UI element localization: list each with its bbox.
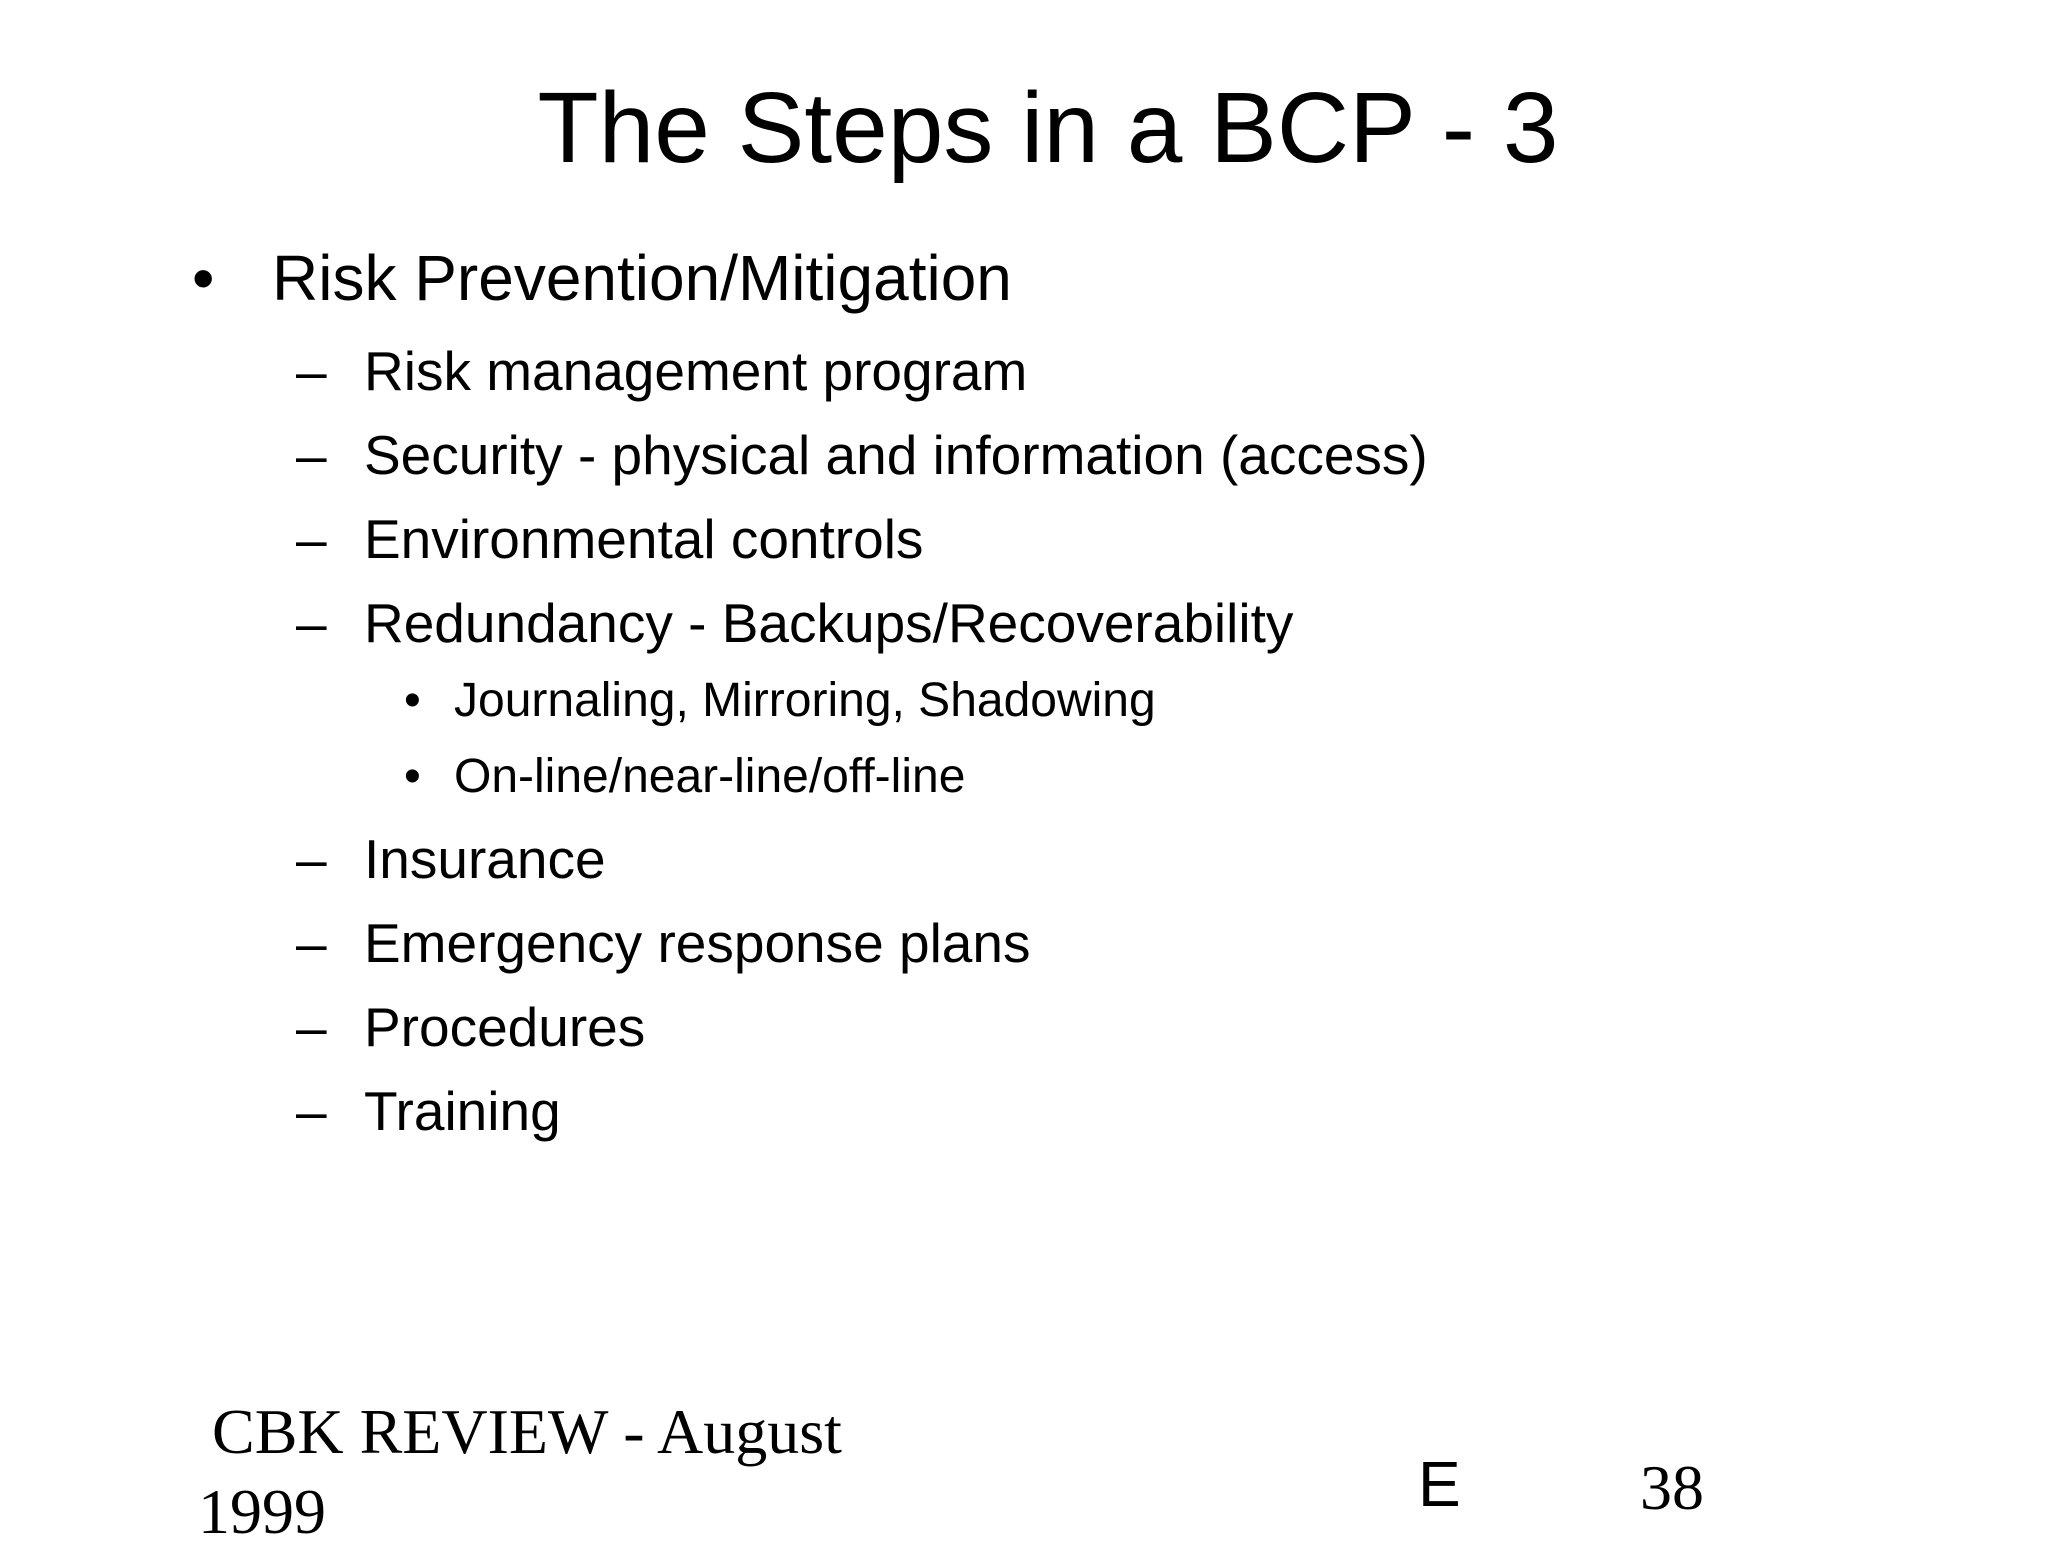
bullet-marker: •	[404, 674, 421, 727]
list-item-level-2: Insurance	[364, 828, 606, 890]
dash-marker: –	[296, 996, 327, 1058]
list-item-level-2: Security - physical and information (access)	[364, 424, 1428, 486]
dash-marker: –	[296, 424, 327, 486]
dash-marker: –	[296, 828, 327, 890]
footer-left-line2: 1999	[198, 1476, 326, 1547]
bullet-marker: •	[404, 750, 421, 803]
slide-title: The Steps in a BCP - 3	[537, 72, 1559, 184]
list-item-level-2: Environmental controls	[364, 508, 924, 570]
dash-marker: –	[296, 340, 327, 402]
list-item-level-3: Journaling, Mirroring, Shadowing	[454, 674, 1156, 727]
footer-left-line1: CBK REVIEW - August	[212, 1396, 842, 1467]
dash-marker: –	[296, 912, 327, 974]
list-item-level-2: Procedures	[364, 996, 646, 1058]
list-item-level-2: Redundancy - Backups/Recoverability	[364, 592, 1294, 654]
bullet-marker: •	[192, 242, 215, 314]
list-item-level-3: On-line/near-line/off-line	[454, 750, 966, 803]
list-item-level-2: Emergency response plans	[364, 912, 1031, 974]
footer-left	[198, 1392, 842, 1552]
list-item-level-2: Training	[364, 1080, 561, 1142]
footer-page-number: 38	[1640, 1452, 1704, 1523]
dash-marker: –	[296, 1080, 327, 1142]
dash-marker: –	[296, 592, 327, 654]
list-item-level-2: Risk management program	[364, 340, 1028, 402]
footer-section-letter: E	[1418, 1448, 1461, 1520]
dash-marker: –	[296, 508, 327, 570]
list-item-level-1: Risk Prevention/Mitigation	[272, 242, 1012, 314]
